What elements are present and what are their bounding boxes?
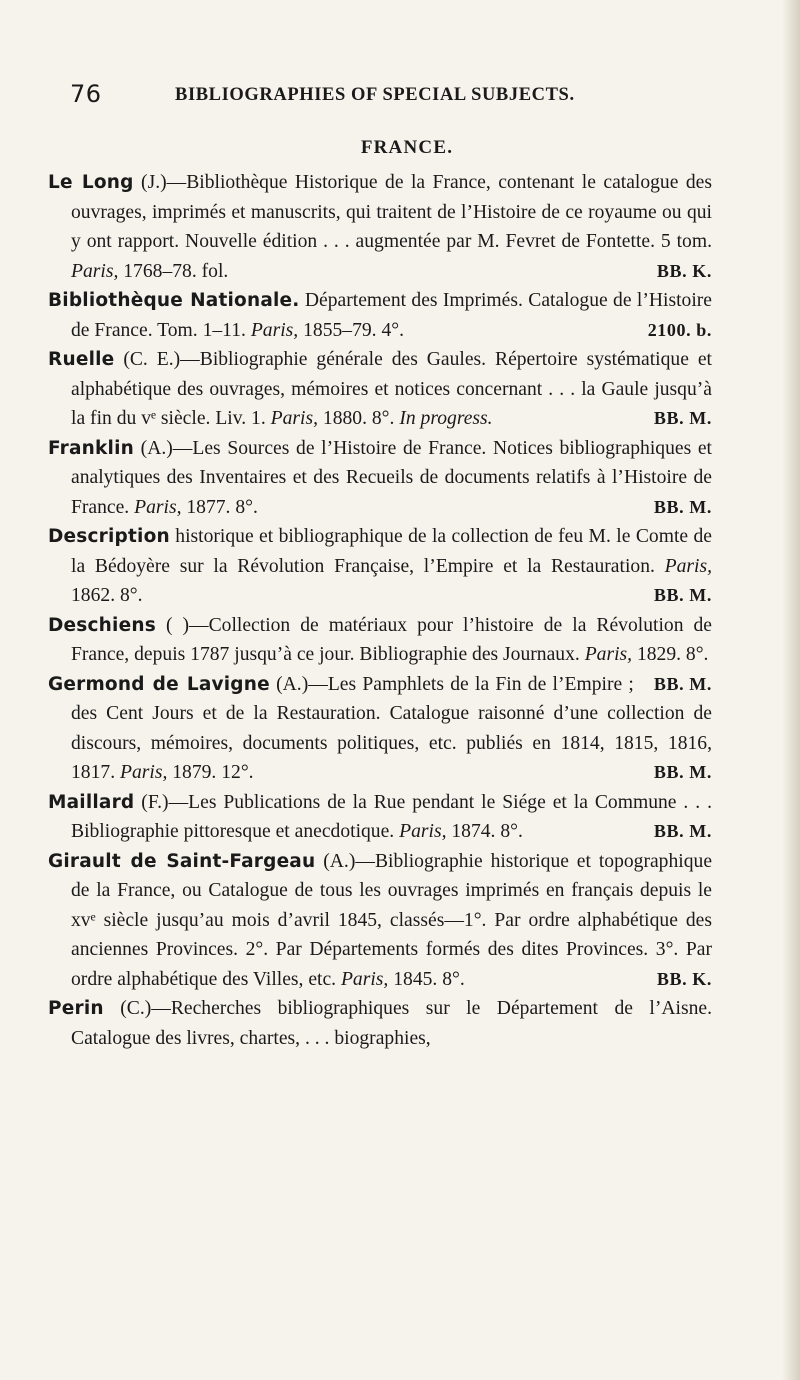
entry-publication: 1874. 8°.	[446, 821, 523, 842]
bibliography-entry	[48, 345, 712, 434]
entry-author: Description	[48, 526, 170, 547]
entry-text: (J.)—Bibliothèque Historique de la France, contenant le catalogue des ouvrages, imprimés et manuscrits, qui traitent de l’Histoire de ce royaume ou qui y ont rapport. Nouvelle édition . . . augmentée par M. Fevret de Fontette. 5 tom.	[71, 172, 712, 252]
entry-place: Paris,	[584, 644, 633, 665]
entry-publication: 1879. 12°.	[167, 762, 254, 783]
running-head	[70, 80, 710, 110]
entry-publication: 1845. 8°.	[388, 968, 465, 990]
entry-place: Paris,	[134, 496, 182, 518]
entry-author: Deschiens	[48, 614, 156, 636]
entry-author: Franklin	[48, 437, 134, 459]
entry-text: (C. E.)—Bibliographie générale des Gaules. Répertoire systématique et alphabétique des ouvrages, mémoires et notices concernant . . . la Gaule jusqu’à la fin du vᵉ siècle. Liv. 1.	[71, 349, 712, 429]
entry-publication: 1829. 8°.	[632, 644, 709, 665]
entry-shelfmark: BB. K.	[656, 968, 712, 989]
entry-place: Paris,	[119, 762, 168, 783]
entry-shelfmark: BB. M.	[653, 585, 712, 605]
entry-shelfmark: BB. M.	[653, 408, 712, 428]
bibliography-entry	[48, 434, 712, 523]
entry-text: (C.)—Recherches bibliographiques sur le Département de l’Aisne. Catalogue des livres, chartes, . . . biographies,	[71, 998, 712, 1049]
bibliography-entries	[48, 168, 712, 1053]
entry-place: Paris,	[664, 555, 712, 577]
entry-shelfmark: BB. M.	[653, 762, 712, 782]
bibliography-entry	[48, 168, 712, 286]
entry-author: Perin	[48, 998, 104, 1019]
bibliography-entry	[48, 847, 712, 995]
entry-place: Paris,	[399, 821, 447, 842]
entry-note: In progress.	[399, 408, 493, 429]
entry-place: Paris,	[340, 968, 389, 990]
entry-publication: 1877. 8°.	[181, 496, 258, 518]
entry-author: Girault de Saint-Fargeau	[48, 850, 316, 872]
section-title: FRANCE.	[360, 137, 454, 158]
entry-shelfmark: BB. M.	[653, 821, 712, 841]
bibliography-entry	[48, 522, 712, 611]
entry-publication: 1768–78. fol.	[118, 260, 229, 282]
bibliography-entry	[48, 670, 712, 788]
entry-place: Paris,	[250, 319, 299, 341]
entry-text: (A.)—Les Sources de l’Histoire de France. Notices bibliographiques et analytiques des Inventaires et des Recueils de documents relatifs à l’Histoire de France.	[71, 437, 712, 518]
page-number: 76	[70, 80, 102, 108]
running-title: BIBLIOGRAPHIES OF SPECIAL SUBJECTS.	[175, 85, 575, 105]
entry-text: historique et bibliographique de la collection de feu M. le Comte de la Bédoyère sur la Révolution Française, l’Empire et la Restauration.	[71, 526, 712, 577]
entry-place: Paris,	[270, 408, 318, 429]
entry-text: Département des Imprimés. Catalogue de l’Histoire de France. Tom. 1–11.	[71, 290, 712, 341]
entry-author: Maillard	[48, 791, 135, 813]
entry-author: Ruelle	[48, 349, 115, 370]
entry-publication: 1880. 8°.	[318, 408, 400, 429]
entry-author: Bibliothèque Nationale.	[48, 290, 300, 311]
entry-shelfmark: BB. M.	[653, 673, 712, 694]
entry-shelfmark: BB. M.	[653, 496, 712, 517]
entry-place: Paris,	[71, 260, 119, 282]
bibliography-entry	[48, 286, 712, 345]
entry-text: (F.)—Les Publications de la Rue pendant le Siége et la Commune . . . Bibliographie pittoresque et anecdotique.	[71, 791, 712, 842]
entry-shelfmark: 2100. b.	[647, 319, 712, 340]
entry-publication: 1862. 8°.	[71, 585, 143, 606]
entry-text: (A.)—Bibliographie historique et topographique de la France, ou Catalogue de tous les ouvrages imprimés en français depuis le xvᵉ siècle jusqu’au mois d’avril 1845, classés—1°. Par ordre alphabétique des anciennes Provinces. 2°. Par Départements formés des dites Provinces. 3°. Par ordre alphabétique des Villes, etc.	[71, 850, 713, 990]
entry-text: (A.)—Les Pamphlets de la Fin de l’Empire ; des Cent Jours et de la Restauration. Catalogue raisonné d’une collection de discours, mémoires, documents politiques, etc. publiés en 1814, 1815, 1816, 1817.	[71, 673, 712, 783]
entry-shelfmark: BB. K.	[656, 260, 712, 281]
bibliography-entry	[48, 788, 712, 847]
entry-text: ( )—Collection de matériaux pour l’histoire de la Révolution de France, depuis 1787 jusqu’à ce jour. Bibliographie des Journaux.	[71, 614, 712, 665]
entry-author: Le Long	[48, 172, 134, 193]
bibliography-entry	[48, 994, 712, 1053]
page-edge-shadow	[782, 0, 800, 1380]
entry-author: Germond de Lavigne	[48, 673, 270, 695]
entry-publication: 1855–79. 4°.	[298, 319, 405, 341]
